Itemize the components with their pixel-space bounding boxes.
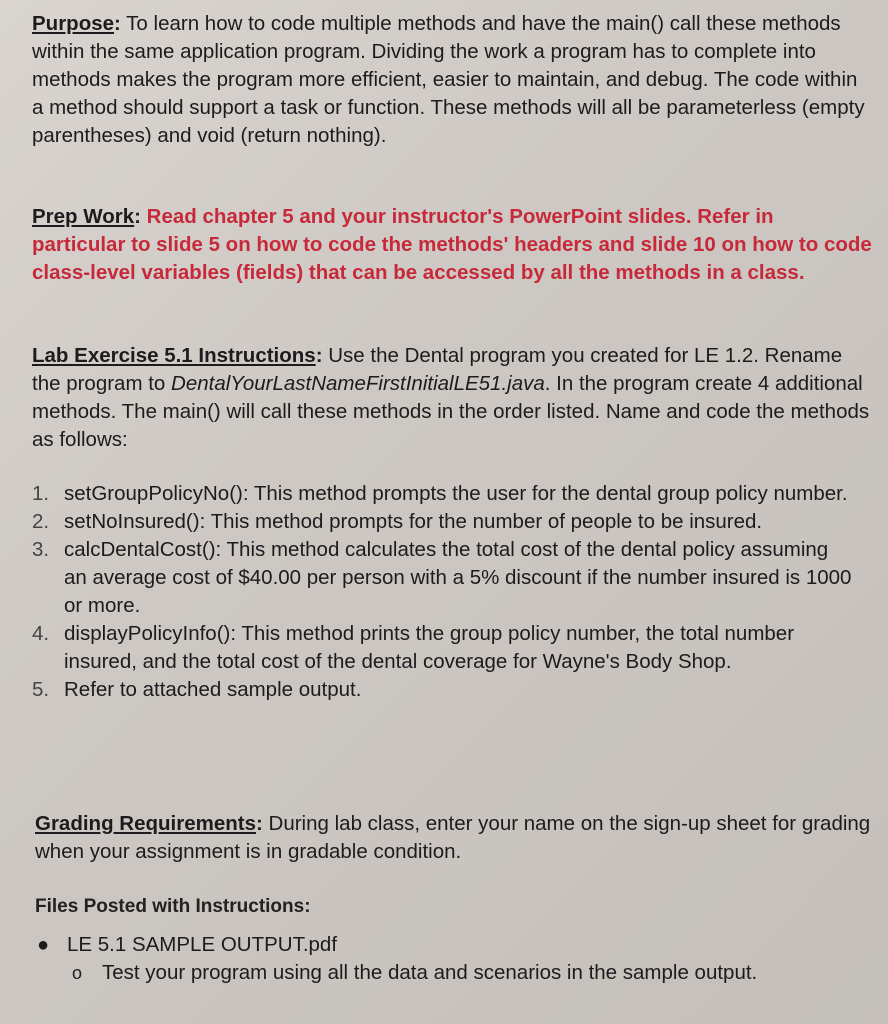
purpose-colon: : [114, 12, 121, 35]
list-item-number: 3. [32, 538, 50, 561]
file-sub-bullet-text: Test your program using all the data and scenarios in the sample output. [102, 961, 758, 984]
grading-paragraph [35, 810, 875, 866]
list-item-number: 4. [32, 622, 50, 645]
methods-list [32, 480, 852, 704]
list-item-number: 2. [32, 510, 50, 533]
purpose-text: To learn how to code multiple methods and have the main() call these methods within the same application program. Dividing the work a program has to complete into methods makes the program more efficient, easier to maintain, and debug. The code within a method should support a task or function. These methods will all be parameterless (empty parentheses) and void (return nothing). [32, 12, 865, 147]
list-item [32, 620, 852, 676]
grading-text: During lab class, enter your name on the sign-up sheet for grading when your assignment is in gradable condition. [35, 812, 871, 863]
list-item-text: displayPolicyInfo(): This method prints the group policy number, the total number insured, and the total cost of the dental coverage for Wayne's Body Shop. [64, 622, 795, 673]
lab-filename: DentalYourLastNameFirstInitialLE51.java [171, 372, 545, 395]
bullet-circle-icon: o [72, 963, 83, 983]
list-item-number: 5. [32, 678, 50, 701]
file-bullet-text: LE 5.1 SAMPLE OUTPUT.pdf [67, 933, 338, 956]
lab-instructions-colon: : [315, 344, 323, 367]
list-item [32, 480, 852, 508]
prep-work-text: Read chapter 5 and your instructor's PowerPoint slides. Refer in particular to slide 5 on how to code the methods' headers and slide 10 on how to code class-level variables (fields) that can be accessed by all the methods in a class. [32, 205, 872, 284]
prep-work-colon: : [134, 205, 141, 228]
lab-text-after: . In the program create 4 additional methods. The main() will call these methods in the order listed. Name and code the methods as follows: [32, 372, 870, 451]
purpose-label: Purpose [32, 12, 115, 35]
prep-work-label: Prep Work [32, 205, 135, 228]
bullet-dot-icon: ● [37, 934, 50, 956]
list-item-text: setNoInsured(): This method prompts for the number of people to be insured. [64, 510, 763, 533]
list-item-text: setGroupPolicyNo(): This method prompts the user for the dental group policy number. [64, 482, 848, 505]
purpose-paragraph [32, 10, 872, 150]
files-heading: Files Posted with Instructions: [35, 896, 311, 917]
list-item-text: Refer to attached sample output. [64, 678, 362, 701]
lab-text-before: Use the Dental program you created for LE 1.2. Rename the program to [32, 344, 843, 395]
lab-instructions-paragraph [32, 342, 872, 454]
grading-label: Grading Requirements [35, 812, 256, 835]
list-item [32, 676, 852, 704]
prep-work-paragraph [32, 203, 872, 287]
lab-instructions-label: Lab Exercise 5.1 Instructions [32, 344, 316, 367]
list-item-number: 1. [32, 482, 50, 505]
grading-colon: : [256, 812, 263, 835]
list-item-text: calcDentalCost(): This method calculates the total cost of the dental policy assuming an average cost of $40.00 per person with a 5% discount if the number insured is 1000 or more. [64, 538, 852, 617]
list-item [32, 508, 852, 536]
list-item [32, 536, 852, 620]
